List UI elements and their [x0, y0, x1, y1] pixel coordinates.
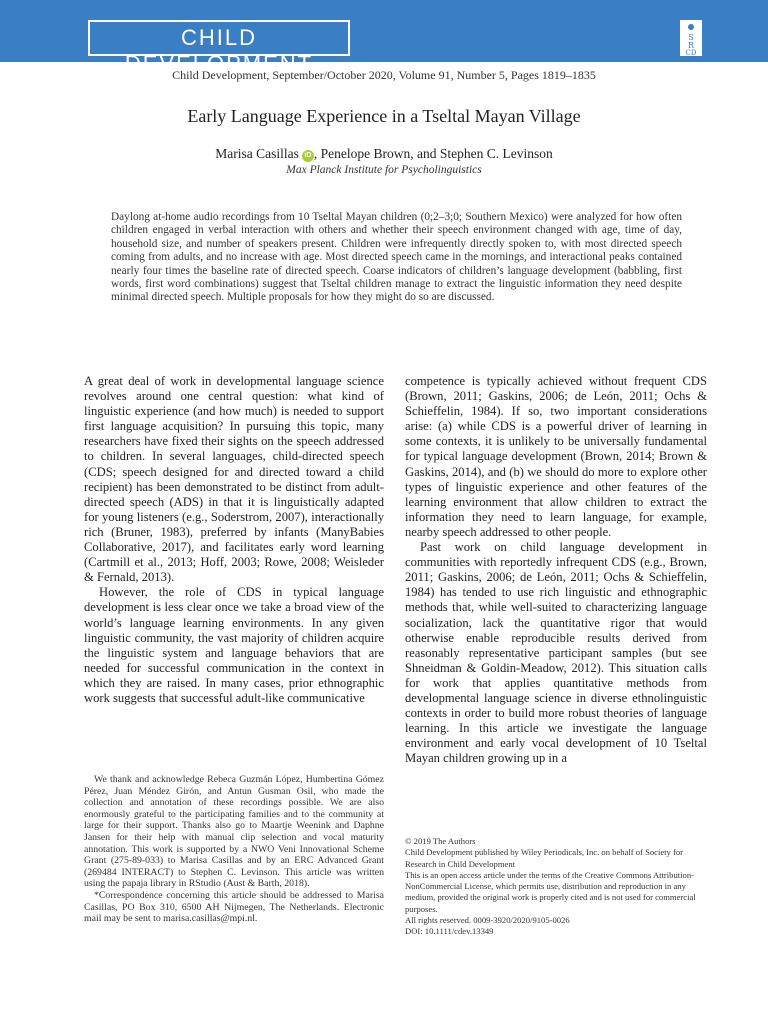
- body-column-right: [405, 374, 707, 766]
- other-authors: , Penelope Brown, and Stephen C. Levinson: [313, 146, 553, 161]
- footnotes: [84, 774, 384, 925]
- correspondence-footnote: *Correspondence concerning this article should be addressed to Marisa Casillas, PO Box 310, 6500 AH Nijmegen, The Netherlands. Electronic mail may be sent to marisa.casillas@mpi.nl.: [84, 889, 384, 925]
- journal-title-box: [88, 20, 350, 76]
- acknowledgements-footnote: We thank and acknowledge Rebeca Guzmán López, Humbertina Gómez Pérez, Juan Méndez Girón, and Antun Gusman Osil, who made the collection and annotation of these recordings possible. We are also enormously grateful to the participating families and to the community at large for their support. Thanks also go to Maartje Weenink and Daphne Jansen for their help with manual clip selection and vocal maturity annotation. This work is supported by a NWO Veni Innovational Scheme Grant (275-89-033) to Marisa Casillas and by an ERC Advanced Grant (269484 INTERACT) to Stephen C. Levinson. This article was written using the papaja library in RStudio (Aust & Barth, 2018).: [84, 774, 384, 890]
- author-line: [0, 146, 768, 162]
- svg-text:CD: CD: [685, 49, 697, 56]
- doi-line[interactable]: DOI: 10.1111/cdev.13349: [405, 926, 494, 937]
- body-paragraph: A great deal of work in developmental language science revolves around one central question: what kind of linguistic experience (and how much) is needed to support first language acquisition? In pursuing this topic, many researchers have fixed their sights on the speech addressed to children. In several languages, child-directed speech (CDS; speech designed for and directed toward a child recipient) has been demonstrated to be distinct from adult-directed speech (ADS) in that it is linguistically adapted for young listeners (e.g., Soderstrom, 2007), interactionally rich (Bruner, 1983), preferred by infants (ManyBabies Collaborative, 2017), and facilitates early word learning (Cartmill et al., 2013; Hoff, 2003; Rowe, 2008; Weisleder & Fernald, 2013).: [84, 374, 384, 585]
- publisher-line: Child Development published by Wiley Periodicals, Inc. on behalf of Society for Research in Child Development: [405, 847, 684, 869]
- body-paragraph: Past work on child language development in communities with reportedly infrequent CDS (e.g., Brown, 2011; Gaskins, 2006; de León, 2011; Ochs & Schieffelin, 1984) has tended to use rich linguistic and ethnographic methods that, while well-suited to characterizing language socialization, lack the quantitative rigor that would otherwise enable reproducible results derived from reasonably representative participant samples (but see Shneidman & Goldin-Meadow, 2012). This situation calls for work that applies quantitative methods from developmental language science in diverse ethnolinguistic contexts in order to build more robust theories of language learning. In this article we investigate the language environment and early vocal development of 10 Tseltal Mayan children growing up in a: [405, 540, 707, 766]
- svg-text:R: R: [687, 41, 695, 50]
- body-paragraph: competence is typically achieved without frequent CDS (Brown, 2011; Gaskins, 2006; de León, 2011; Ochs & Schieffelin, 1984). If so, two important considerations arise: (a) while CDS is a powerful driver of learning in some contexts, it is unlikely to be universally fundamental for typical language development (Brown, 2014; Brown & Gaskins, 2014), and (b) we should do more to explore other types of linguistic experience and other features of the learning environment that allow children to extract the information they need to learn language, for example, nearby speech addressed to other people.: [405, 374, 707, 539]
- body-column-left: [84, 374, 384, 706]
- journal-title: CHILD DEVELOPMENT: [124, 25, 314, 76]
- abstract: Daylong at-home audio recordings from 10 Tseltal Mayan children (0;2–3;0; Southern Mexico) were analyzed for how often children engaged in verbal interaction with others and whether their speech environment changed with age, time of day, household size, and number of speakers present. Children were infrequently directly spoken to, with most directed speech coming from adults, and no increase with age. Most directed speech came in the mornings, and interactional peaks contained nearly four times the baseline rate of directed speech. Coarse indicators of children’s language development (babbling, first words, first word combinations) suggest that Tseltal children manage to extract the linguistic information they need despite minimal directed speech. Multiple proposals for how they might do so are discussed.: [111, 211, 682, 304]
- article-title: Early Language Experience in a Tseltal Mayan Village: [187, 106, 581, 126]
- first-author: Marisa Casillas: [215, 146, 299, 161]
- license-text: This is an open access article under the terms of the Creative Commons Attribution-NonCommercial License, which permits use, distribution and reproduction in any medium, provided the original work is properly cited and is not used for commercial purposes.: [405, 869, 696, 914]
- copyright-line: © 2019 The Authors: [405, 836, 476, 846]
- orcid-icon[interactable]: iD: [302, 150, 314, 162]
- body-paragraph: However, the role of CDS in typical language development is less clear once we take a broad view of the world’s language learning environments. In any given linguistic community, the vast majority of children acquire the linguistic system and language behaviors that are needed for successful communication in the context in which they are raised. In many cases, prior ethnographic work suggests that successful adult-like communicative: [84, 585, 384, 705]
- srcd-logo-icon: [680, 20, 702, 56]
- svg-text:S: S: [688, 33, 694, 42]
- rights-block: [405, 836, 707, 938]
- affiliation: Max Planck Institute for Psycholinguistics: [286, 164, 482, 176]
- all-rights-line: All rights reserved. 0009-3920/2020/9105-0026: [405, 915, 570, 926]
- journal-citation: Child Development, September/October 2020, Volume 91, Number 5, Pages 1819–1835: [172, 68, 596, 82]
